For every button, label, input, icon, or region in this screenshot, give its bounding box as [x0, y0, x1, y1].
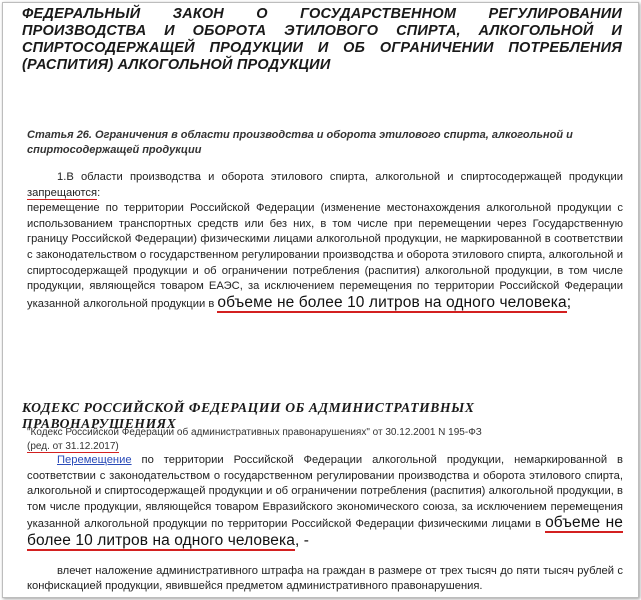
- limit-highlight-2: объеме не более 10 литров на одного человека: [27, 514, 623, 549]
- paragraph-1: 1.В области производства и оборота этилового спирта, алкогольной и спиртосодержащей продукции запрещаются: перемещение по территории Российской Федерации (изменение местонахождения алкогольной продукции с использованием транспортных средств или без них, в том числе при перемещении через Государственную границу Российской Федерации) физическими лицами алкогольной продукции, не маркированной в соответствии с законодательством о государственном регулировании производства и оборота этилового спирта, алкогольной и спиртосодержащей продукции и об ограничении потребления (распития) алкогольной продукции, в том числе продукции, являющейся товаром ЕАЭС, за исключением перемещения по территории Российской Федерации указанной алкогольной продукции в объеме не более 10 литров на одного человека;: [27, 171, 623, 311]
- paragraph-2-body: по территории Российской Федерации алкогольной продукции, немаркированной в соответствии с законодательством о государственном регулировании производства и оборота этилового спирта, алкогольной и спиртосодержащей продукции и об ограничении потребления (распития) алкогольной продукции, в том числе продукции, являющейся товаром Евразийского экономического союза, за исключением перемещения указанной алкогольной продукции по территории Российской Федерации физическими лицами в: [27, 454, 623, 531]
- code-title: КОДЕКС РОССИЙСКОЙ ФЕДЕРАЦИИ ОБ АДМИНИСТРАТИВНЫХ ПРАВОНАРУШЕНИЯХ: [22, 400, 475, 431]
- code-reference-line-1: "Кодекс Российской Федерации об административных правонарушениях" от 30.12.2001 N 195-ФЗ: [27, 427, 482, 438]
- code-reference: [27, 426, 623, 454]
- movement-link[interactable]: Перемещение: [57, 454, 132, 466]
- law-title: ФЕДЕРАЛЬНЫЙ ЗАКОН О ГОСУДАРСТВЕННОМ РЕГУЛИРОВАНИИ ПРОИЗВОДСТВА И ОБОРОТА ЭТИЛОВОГО СПИРТА, АЛКОГОЛЬНОЙ И СПИРТОСОДЕРЖАЩЕЙ ПРОДУКЦИИ И ОБ ОГРАНИЧЕНИИ ПОТРЕБЛЕНИЯ (РАСПИТИЯ) АЛКОГОЛЬНОЙ ПРОДУКЦИИ: [22, 6, 622, 73]
- paragraph-1-body: перемещение по территории Российской Федерации (изменение местонахождения алкогольной продукции с использованием транспортных средств или без них, в том числе при перемещении через Государственную границу Российской Федерации) физическими лицами алкогольной продукции, не маркированной в соответствии с законодательством о государственном регулировании производства и оборота этилового спирта, алкогольной и спиртосодержащей продукции и об ограничении потребления (распития) алкогольной продукции, в том числе продукции, являющейся товаром ЕАЭС, за исключением перемещения по территории Российской Федерации указанной алкогольной продукции в: [27, 202, 623, 310]
- limit-highlight-1: объеме не более 10 литров на одного человека: [217, 293, 567, 311]
- prohibited-word: запрещаются: [27, 186, 98, 199]
- paragraph-1-lead: 1.В области производства и оборота этилового спирта, алкогольной и спиртосодержащей продукции: [57, 171, 623, 183]
- code-edition: (ред. от 31.12.2017): [27, 441, 119, 452]
- article-title: Статья 26. Ограничения в области производства и оборота этилового спирта, алкогольной и спиртосодержащей продукции: [27, 129, 573, 156]
- paragraph-2: Перемещение по территории Российской Федерации алкогольной продукции, немаркированной в соответствии с законодательством о государственном регулировании производства и оборота этилового спирта, алкогольной и спиртосодержащей продукции и об ограничении потребления (распития) алкогольной продукции, в том числе продукции, являющейся товаром Евразийского экономического союза, за исключением перемещения указанной алкогольной продукции по территории Российской Федерации физическими лицами в объеме не более 10 литров на одного человека, -: [27, 454, 623, 549]
- penalty-text: влечет наложение административного штрафа на граждан в размере от трех тысяч до пяти тысяч рублей с конфискацией продукции, явившейся предметом административного правонарушения.: [27, 565, 623, 592]
- paragraph-3: [27, 564, 623, 594]
